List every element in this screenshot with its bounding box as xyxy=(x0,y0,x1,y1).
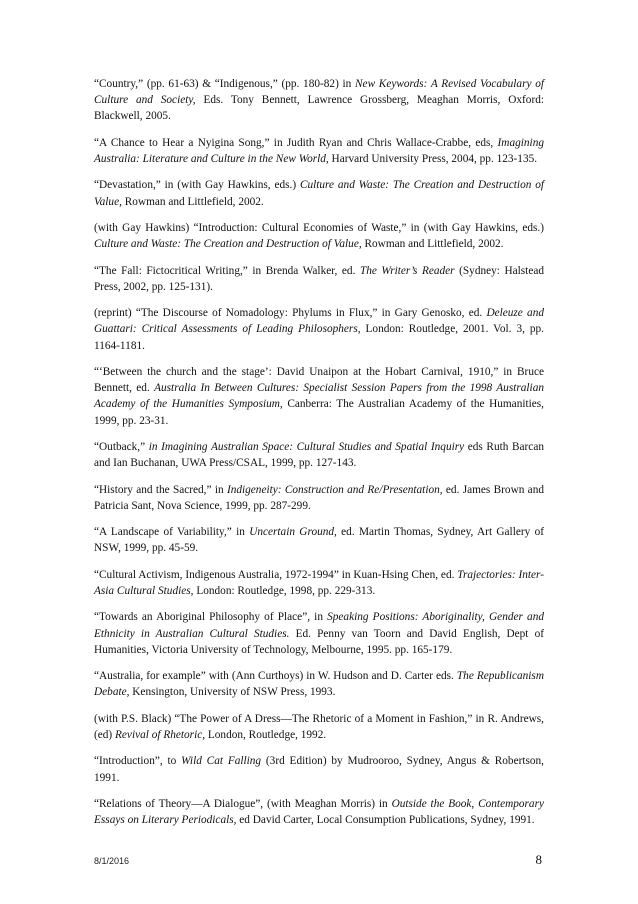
bibliography-entry xyxy=(94,220,544,252)
entry-text: London: Routledge, 2001. Vol. 3, pp. 1164-1181. xyxy=(94,323,544,352)
page-number: 8 xyxy=(535,852,542,867)
entry-text: “Towards an Aboriginal Philosophy of Place”, in xyxy=(94,611,328,624)
entry-text: , Canberra: The Australian Academy of the Humanities, 1999, pp. 23-31. xyxy=(94,398,544,427)
entry-title-italic: Contemporary Essays on Literary Periodicals xyxy=(94,797,544,827)
entry-title-italic: in Imagining Australian Space: Cultural Studies and Spatial Inquiry xyxy=(148,440,465,453)
entry-text: (with P.S. Black) “The Power of A Dress—The Rhetoric of a Moment in Fashion,” in R. Andrews, (ed) xyxy=(94,712,544,741)
bibliography-entry xyxy=(94,567,544,599)
entry-title-italic: Trajectories: Inter-Asia Cultural Studies xyxy=(94,568,544,597)
footer-date: 8/1/2016 xyxy=(94,856,130,866)
bibliography-entry xyxy=(94,796,544,828)
entry-text: “Outback,” xyxy=(94,440,149,453)
entry-title-italic: New Keywords: A Revised Vocabulary of Culture and Society, xyxy=(94,78,544,107)
entry-text: (with Gay Hawkins) “Introduction: Cultural Economies of Waste,” in (with Gay Hawkins, eds.) xyxy=(94,221,544,234)
entry-text: Rowman and Littlefield, 2002. xyxy=(361,238,504,251)
entry-text: (3rd Edition) by Mudrooroo, Sydney, Angus & Robertson, 1991. xyxy=(94,755,544,784)
entry-title-italic: Outside the Book xyxy=(391,797,472,810)
entry-title-italic: The Writer’s Reader xyxy=(359,264,455,277)
entry-text: “Introduction”, to xyxy=(94,755,182,768)
entry-text: , xyxy=(471,797,479,810)
entry-text: ed. James Brown and Patricia Sant, Nova Science, 1999, pp. 287-299. xyxy=(94,483,544,512)
entry-text: “A Landscape of Variability,” in xyxy=(94,526,250,539)
bibliography-entry xyxy=(94,135,544,167)
entry-title-italic: Uncertain Ground, xyxy=(249,526,337,539)
entry-text: , London, Routledge, 1992. xyxy=(202,728,327,741)
entry-text: “Devastation,” in (with Gay Hawkins, eds.) xyxy=(94,179,300,192)
entry-text: Rowman and Littlefield, 2002. xyxy=(121,195,264,208)
bibliography-list xyxy=(94,76,544,839)
entry-text: Harvard University Press, 2004, pp. 123-135. xyxy=(328,153,538,165)
entry-text: Ed. Penny van Toorn and David English, Dept of Humanities, Victoria University of Technology, Melbourne, 1995. pp. 165-179. xyxy=(94,627,544,656)
entry-text: “‘Between the church and the stage’: David Unaipon at the Hobart Carnival, 1910,” in Bruce Bennett, ed. xyxy=(94,365,544,395)
entry-title-italic: Deleuze and Guattari: Critical Assessments of Leading Philosophers, xyxy=(94,307,544,336)
entry-title-italic: Wild Cat Falling xyxy=(181,755,262,768)
entry-text: “Country,” (pp. 61-63) & “Indigenous,” (pp. 180-82) in xyxy=(94,78,356,90)
entry-title-italic: Revival of Rhetoric xyxy=(115,728,203,741)
bibliography-entry xyxy=(94,364,544,429)
entry-text: Kensington, University of NSW Press, 1993. xyxy=(129,686,336,699)
entry-text: “History and the Sacred,” in xyxy=(94,483,227,496)
bibliography-entry xyxy=(94,482,544,514)
entry-text: “Relations of Theory—A Dialogue”, (with Meaghan Morris) in xyxy=(94,797,392,810)
entry-text: (reprint) “The Discourse of Nomadology: Phylums in Flux,” in Gary Genosko, ed. xyxy=(94,307,487,320)
entry-text: “A Chance to Hear a Nyigina Song,” in Judith Ryan and Chris Wallace-Crabbe, eds, xyxy=(94,136,498,149)
entry-text: “Australia, for example” with (Ann Curthoys) in W. Hudson and D. Carter eds. xyxy=(94,670,457,683)
entry-text: “Cultural Activism, Indigenous Australia, 1972-1994” in Kuan-Hsing Chen, ed. xyxy=(94,568,458,581)
bibliography-entry xyxy=(94,263,544,295)
entry-title-italic: Speaking Positions: Aboriginality, Gender and Ethnicity in Australian Cultural Studies. xyxy=(94,611,544,640)
entry-title-italic: Australia In Between Cultures: Specialist Session Papers from the 1998 Australian Academy of the Humanities Symposium xyxy=(94,382,544,411)
bibliography-entry xyxy=(94,753,544,785)
entry-title-italic: Indigeneity: Construction and Re/Presentation, xyxy=(226,483,443,496)
entry-text: (Sydney: Halstead Press, 2002, pp. 125-131). xyxy=(94,264,544,293)
entry-title-italic: The Republicanism Debate, xyxy=(94,670,544,699)
bibliography-entry xyxy=(94,711,544,743)
entry-text: , London: Routledge, 1998, pp. 229-313. xyxy=(190,584,376,597)
entry-title-italic: Culture and Waste: The Creation and Destruction of Value, xyxy=(94,179,544,208)
entry-text: Eds. Tony Bennett, Lawrence Grossberg, Meaghan Morris, Oxford: Blackwell, 2005. xyxy=(94,94,545,123)
entry-text: eds Ruth Barcan and Ian Buchanan, UWA Press/CSAL, 1999, pp. 127-143. xyxy=(94,440,544,470)
entry-text: , ed David Carter, Local Consumption Publications, Sydney, 1991. xyxy=(233,814,535,827)
entry-text: “The Fall: Fictocritical Writing,” in Brenda Walker, ed. xyxy=(94,264,360,277)
entry-title-italic: Culture and Waste: The Creation and Destruction of Value, xyxy=(94,238,362,251)
bibliography-entry xyxy=(94,609,544,658)
bibliography-entry xyxy=(94,524,544,556)
bibliography-entry xyxy=(94,668,544,700)
entry-title-italic: Imagining Australia: Literature and Culture in the New World, xyxy=(94,136,544,165)
bibliography-entry xyxy=(94,305,544,354)
bibliography-entry xyxy=(94,76,544,125)
entry-text: ed. Martin Thomas, Sydney, Art Gallery of NSW, 1999, pp. 45-59. xyxy=(94,526,544,555)
bibliography-entry xyxy=(94,439,544,471)
bibliography-entry xyxy=(94,177,544,209)
